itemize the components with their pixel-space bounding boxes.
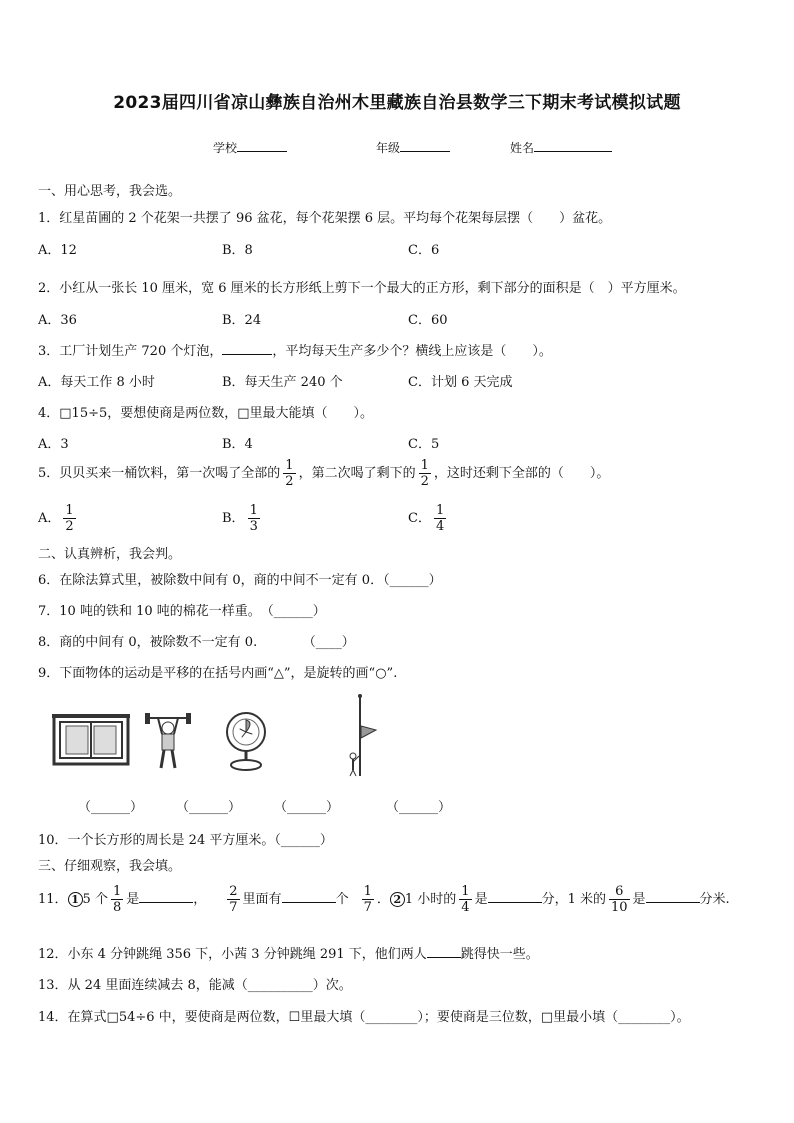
- q5-text: 5．贝贝买来一桶饮料，第一次喝了全部的 $\frac{1}{2}$ ，第二次喝了剩下的 $\frac{1}{2}$ ，这时还剩下全部的（ ）。: [38, 458, 610, 489]
- q2-option-c[interactable]: C．60: [408, 313, 448, 328]
- q3-option-c[interactable]: C．计划 6 天完成: [408, 375, 513, 390]
- q1-text: 1．红星苗圃的 2 个花架一共摆了 96 盆花，每个花架摆 6 层。平均每个花架每层摆（ ）盆花。: [38, 211, 612, 226]
- q1-option-c[interactable]: C．6: [408, 243, 440, 258]
- q6-text: 6．在除法算式里，被除数中间有 0，商的中间不一定有 0．（______）: [38, 573, 442, 588]
- q3-text: 3．工厂计划生产 720 个灯泡， ，平均每天生产多少个？横线上应该是（ ）。: [38, 344, 552, 359]
- q11-blank-3[interactable]: [488, 890, 542, 903]
- q7-text: 7．10 吨的铁和 10 吨的棉花一样重。 （______）: [38, 604, 326, 619]
- q1-option-b[interactable]: B．8: [222, 243, 253, 258]
- fan-picture: [224, 708, 270, 772]
- q12-blank[interactable]: [427, 945, 461, 958]
- flagpole-picture: [340, 692, 380, 780]
- q2-option-b[interactable]: B．24: [222, 313, 262, 328]
- q9-answer-4[interactable]: （______）: [386, 800, 452, 815]
- name-field[interactable]: [510, 139, 612, 156]
- circled-2-icon: 2: [390, 892, 405, 907]
- q4-option-c[interactable]: C．5: [408, 437, 440, 452]
- q5-fraction-1: $\frac{1}{2}$: [285, 458, 294, 489]
- q1-option-a[interactable]: A．12: [38, 243, 77, 258]
- q12-text: 12．小东 4 分钟跳绳 356 下，小茜 3 分钟跳绳 291 下，他们两人 跳得快一些。: [38, 947, 539, 962]
- q9-answer-3[interactable]: （______）: [274, 800, 340, 815]
- q4-option-a[interactable]: A．3: [38, 437, 69, 452]
- q5-option-b[interactable]: B． $\frac{1}{3}$: [222, 503, 258, 534]
- q14-text: 14．在算式□54÷6 中，要使商是两位数，☐里最大填（________）；要使商是三位数，□里最小填（________）。: [38, 1010, 690, 1025]
- section-2-heading: 二、认真辨析，我会判。: [38, 547, 182, 562]
- q3-option-b[interactable]: B．每天生产 240 个: [222, 375, 343, 390]
- q11-blank-4[interactable]: [646, 890, 700, 903]
- q5-option-c[interactable]: C． $\frac{1}{4}$: [408, 503, 445, 534]
- circled-1-icon: 1: [68, 892, 83, 907]
- window-picture: [52, 712, 132, 768]
- q2-option-a[interactable]: A．36: [38, 313, 77, 328]
- q2-text: 2．小红从一张长 10 厘米，宽 6 厘米的长方形纸上剪下一个最大的正方形，剩下部分的面积是（ ）平方厘米。: [38, 281, 686, 296]
- q11-text: 11． 1 5 个 $\frac{1}{8}$ 是 ， $\frac{2}{7}$ 里面有 个 $\frac{1}{7}$ ． 2 1 小时的 $\frac{1}{4}$ 是 分，1 米的 $\frac{6}{10}$ 是 分米.: [38, 884, 730, 915]
- school-label: 学校: [213, 141, 238, 155]
- q8-text: 8．商的中间有 0，被除数不一定有 0. （____）: [38, 635, 355, 650]
- grade-label: 年级: [376, 141, 401, 155]
- q9-answer-2[interactable]: （______）: [176, 800, 242, 815]
- name-label: 姓名: [510, 141, 535, 155]
- q5-fraction-2: $\frac{1}{2}$: [420, 458, 429, 489]
- q5-option-a[interactable]: A． $\frac{1}{2}$: [38, 503, 74, 534]
- q9-text: 9．下面物体的运动是平移的在括号内画“△”，是旋转的画“○”.: [38, 666, 398, 681]
- page-title: 2023届四川省凉山彝族自治州木里藏族自治县数学三下期末考试模拟试题: [113, 93, 681, 113]
- q11-blank-1[interactable]: [139, 890, 193, 903]
- q9-answer-1[interactable]: （______）: [78, 800, 144, 815]
- weightlifter-picture: [143, 708, 193, 772]
- grade-field[interactable]: [376, 139, 450, 156]
- section-3-heading: 三、仔细观察，我会填。: [38, 859, 182, 874]
- q4-text: 4．□15÷5，要想使商是两位数，□里最大能填（ ）。: [38, 406, 374, 421]
- q10-text: 10．一个长方形的周长是 24 平方厘米。（______）: [38, 833, 333, 848]
- school-field[interactable]: [213, 139, 287, 156]
- q3-blank[interactable]: [222, 342, 272, 355]
- q11-blank-2[interactable]: [282, 890, 336, 903]
- q13-text: 13．从 24 里面连续减去 8，能减（__________）次。: [38, 978, 352, 993]
- q3-option-a[interactable]: A．每天工作 8 小时: [38, 375, 155, 390]
- q4-option-b[interactable]: B．4: [222, 437, 253, 452]
- section-1-heading: 一、用心思考，我会选。: [38, 184, 182, 199]
